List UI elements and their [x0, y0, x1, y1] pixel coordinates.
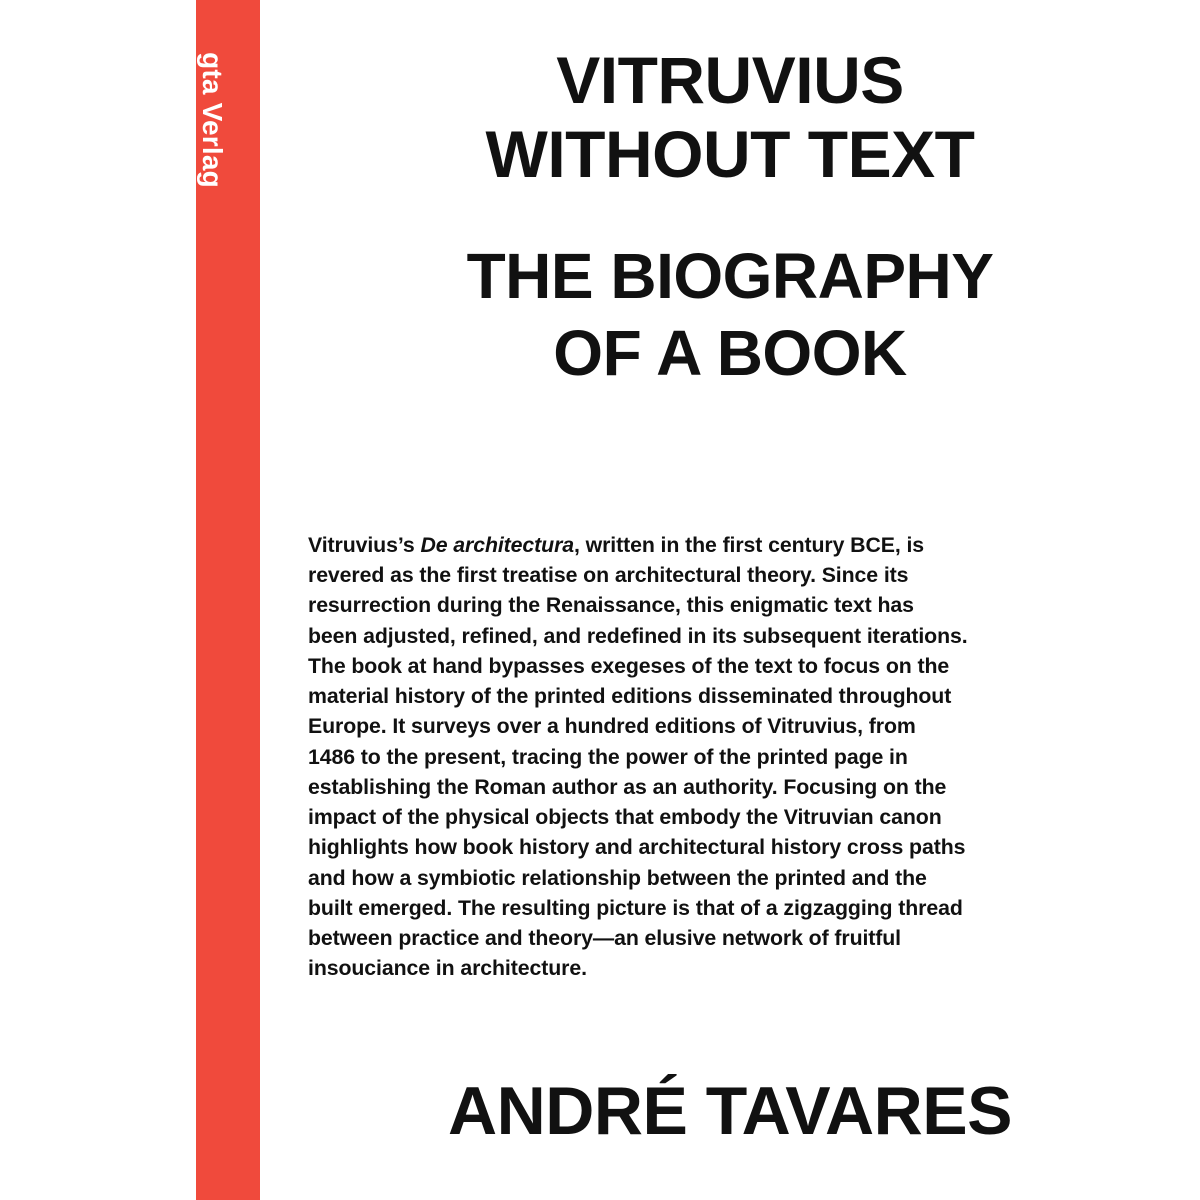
page-subtitle [260, 238, 1200, 392]
subtitle-line-2: OF A BOOK [553, 316, 907, 389]
blurb-italic-title: De architectura [420, 533, 574, 557]
publisher-name: gta Verlag [197, 52, 228, 188]
title-line-2: WITHOUT TEXT [485, 116, 975, 191]
blurb-prefix: Vitruvius’s [308, 533, 421, 557]
subtitle-line-1: THE BIOGRAPHY [466, 240, 994, 312]
author-name: ANDRÉ TAVARES [448, 1073, 1012, 1149]
spine-label [196, 0, 260, 1200]
blurb-text [308, 530, 968, 984]
cover-face [260, 0, 1200, 1200]
blurb-body: , written in the first century BCE, is revered as the first treatise on architectural theory. Since its resurrection during the Renaissance, this enigmatic text has been adjusted, refined, and redefined in its subsequent iterations. The book at hand bypasses exegeses of the text to focus on the material history of the printed editions disseminated throughout Europe. It surveys over a hundred editions of Vitruvius, from 1486 to the present, tracing the power of the printed page in establishing the Roman author as an authority. Focusing on the impact of the physical objects that embody the Vitruvian canon highlights how book history and architectural history cross paths and how a symbiotic relationship between the printed and the built emerged. The resulting picture is that of a zigzagging thread between practice and theory—an elusive network of fruitful insouciance in architecture. [308, 533, 968, 981]
spine-band [196, 0, 260, 1200]
page-title [260, 44, 1200, 192]
title-line-1: VITRUVIUS [556, 43, 904, 117]
